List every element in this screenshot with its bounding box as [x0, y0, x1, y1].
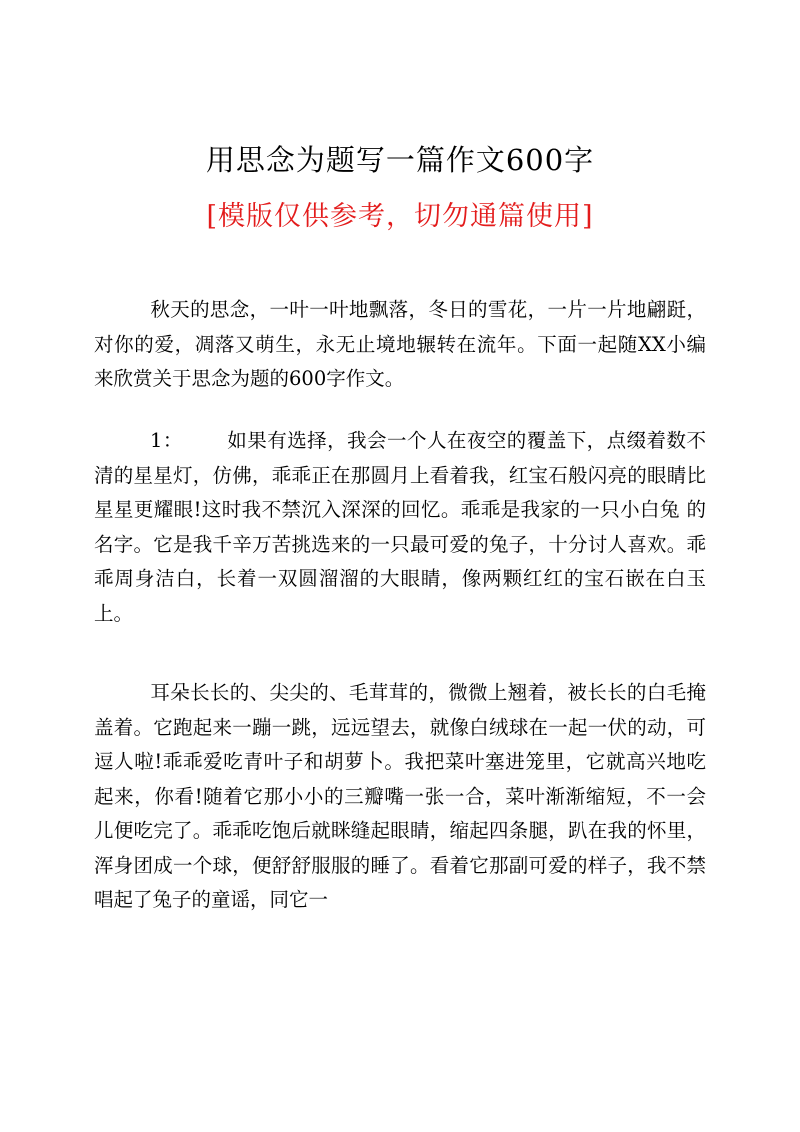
paragraph-number: 1：: [150, 429, 183, 452]
document-subtitle: [模版仅供参考，切勿通篇使用]: [206, 201, 594, 232]
paragraph-text: 耳朵长长的、尖尖的、毛茸茸的，微微上翘着，被长长的白毛掩盖着。它跑起来一蹦一跳，远远望去，就像白绒球在一起一伏的动，可逗人啦!乖乖爱吃青叶子和胡萝卜。我把菜叶塞进笼里，它就高兴地吃起来，你看!随着它那小小的三瓣嘴一张一合，菜叶渐渐缩短，不一会儿便吃完了。乖乖吃饱后就眯缝起眼睛，缩起四条腿，趴在我的怀里，浑身团成一个球，便舒舒服服的睡了。看着它那副可爱的样子，我不禁唱起了兔子的童谣，同它一: [94, 681, 706, 911]
paragraph-essay-2: [94, 676, 706, 918]
paragraph-text: 秋天的思念，一叶一叶地飘落，冬日的雪花，一片一片地翩跹，对你的爱，凋落又萌生，永无止境地辗转在流年。下面一起随XX小编来欣赏关于思念为题的600字作文。: [94, 298, 706, 390]
document-title: 用思念为题写一篇作文600字: [205, 143, 595, 177]
paragraph-essay-1: [94, 424, 706, 631]
paragraph-text: 如果有选择，我会一个人在夜空的覆盖下，点缀着数不清的星星灯，仿佛，乖乖正在那圆月上看着我，红宝石般闪亮的眼睛比星星更耀眼!这时我不禁沉入深深的回忆。乖乖是我家的一只小白兔 的名字。它是我千辛万苦挑选来的一只最可爱的兔子，十分讨人喜欢。乖乖周身洁白，长着一双圆溜溜的大眼睛，像两颗红红的宝石嵌在白玉上。: [94, 429, 706, 625]
paragraph-intro: [94, 293, 706, 397]
